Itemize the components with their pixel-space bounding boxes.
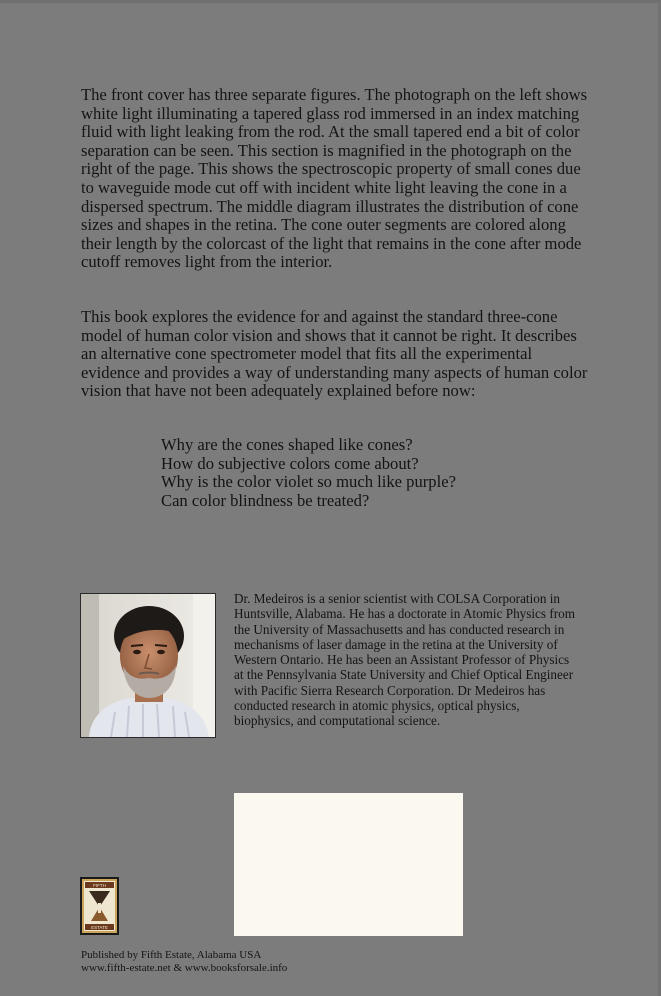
barcode-area [234, 793, 463, 936]
svg-text:FIFTH: FIFTH [93, 883, 106, 888]
question-item: Can color blindness be treated? [161, 490, 370, 510]
cover-description-paragraph: The front cover has three separate figures. The photograph on the left shows white light illuminating a tapered glass rod immersed in an index matching fluid with light leaking from the rod. At the small tapered end a bit of color separation can be seen. This section is magnified in the photograph on the right of the page. This shows the spectroscopic property of small cones due to waveguide mode cut off with incident white light leaving the cone in a dispersed spectrum. The middle diagram illustrates the distribution of cone sizes and shapes in the retina. The cone outer segments are colored along their length by the colorcast of the light that remains in the cone after mode cutoff removes light from the interior. [81, 85, 588, 272]
publisher-name: Published by Fifth Estate, Alabama USA [81, 949, 262, 961]
question-item: Why are the cones shaped like cones? [161, 435, 413, 454]
publisher-websites: www.fifth-estate.net & www.booksforsale.info [81, 962, 288, 974]
question-item: How do subjective colors come about? [161, 453, 419, 473]
publisher-info [81, 949, 287, 975]
questions-list [161, 436, 456, 510]
author-bio: Dr. Medeiros is a senior scientist with COLSA Corporation in Huntsville, Alabama. He has a doctorate in Atomic Physics from the University of Massachusetts and has conducted research in mechanisms of laser damage in the retina at the University of Western Ontario. He has been an Assistant Professor of Physics at the Pennsylvania State University and Chief Optical Engineer with Pacific Sierra Research Corporation. Dr Medeiros has conducted research in atomic physics, optical physics, biophysics, and computational science. [234, 591, 575, 729]
top-border [0, 0, 661, 3]
book-summary-paragraph: This book explores the evidence for and against the standard three-cone model of human color vision and shows that it cannot be right. It describes an alternative cone spectrometer model that fits all the experimental evidence and provides a way of understanding many aspects of human color vision that have not been adequately explained before now: [81, 307, 588, 401]
author-photo [80, 593, 216, 738]
publisher-logo [80, 877, 119, 935]
svg-text:ESTATE: ESTATE [91, 925, 108, 930]
question-item: Why is the color violet so much like purple? [161, 472, 456, 492]
